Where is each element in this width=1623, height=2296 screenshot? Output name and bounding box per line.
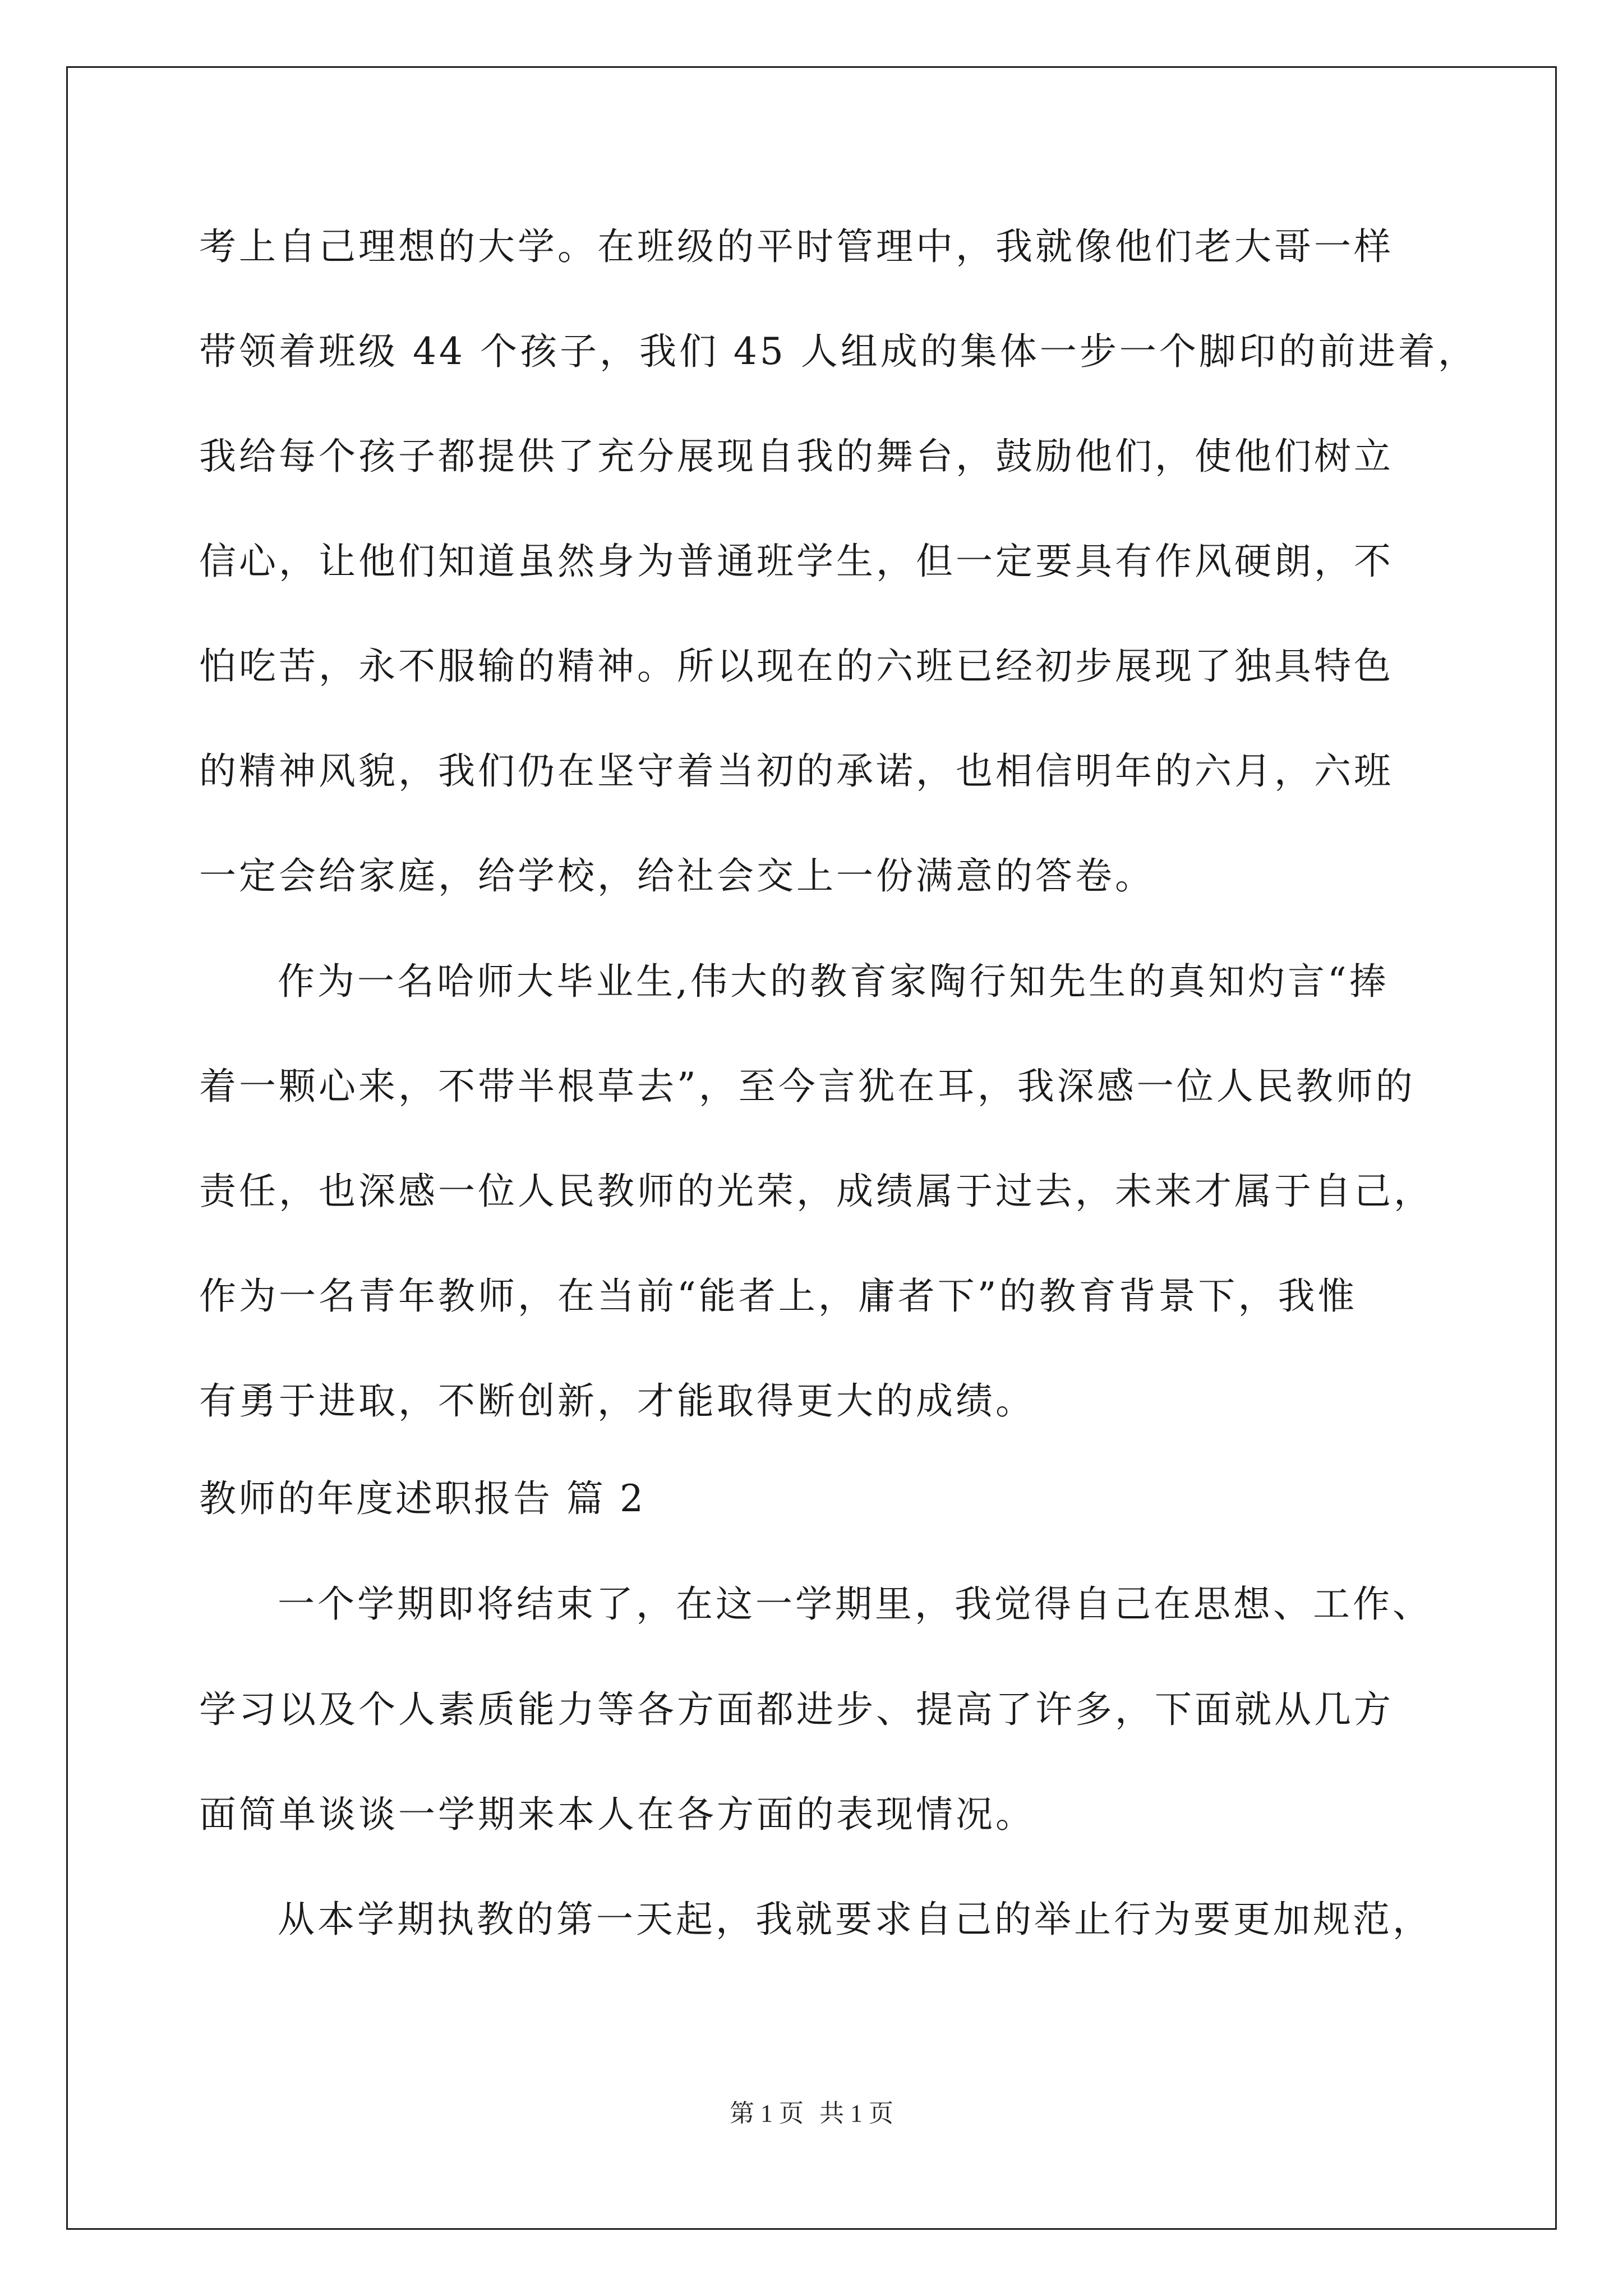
text-line-indent: 作为一名哈师大毕业生,伟大的教育家陶行知先生的真知灼言“捧	[278, 960, 1389, 1003]
text-line-indent: 一个学期即将结束了，在这一学期里，我觉得自己在思想、工作、	[278, 1582, 1432, 1626]
page-number: 第 1 页	[730, 2100, 804, 2127]
section-heading: 教师的年度述职报告 篇 2	[199, 1477, 645, 1520]
text-line: 责任，也深感一位人民教师的光荣，成绩属于过去，未来才属于自己，	[199, 1170, 1433, 1213]
text-line: 着一颗心来，不带半根草去”，至今言犹在耳，我深感一位人民教师的	[199, 1065, 1415, 1108]
text-line: 学习以及个人素质能力等各方面都进步、提高了许多，下面就从几方	[199, 1688, 1394, 1731]
page-total: 共 1 页	[819, 2100, 893, 2127]
text-line: 我给每个孩子都提供了充分展现自我的舞台，鼓励他们，使他们树立	[199, 435, 1394, 478]
text-line: 信心，让他们知道虽然身为普通班学生，但一定要具有作风硬朗，不	[199, 540, 1394, 583]
text-line: 带领着班级 44 个孩子，我们 45 人组成的集体一步一个脚印的前进着，	[199, 330, 1478, 373]
text-line: 一定会给家庭，给学校，给社会交上一份满意的答卷。	[199, 854, 1155, 898]
text-line-indent: 从本学期执教的第一天起，我就要求自己的举止行为要更加规范，	[278, 1898, 1432, 1941]
text-line: 面简单谈谈一学期来本人在各方面的表现情况。	[199, 1793, 1035, 1836]
text-line: 作为一名青年教师，在当前“能者上，庸者下”的教育背景下，我惟	[199, 1274, 1358, 1318]
text-line: 考上自己理想的大学。在班级的平时管理中，我就像他们老大哥一样	[199, 225, 1394, 268]
page-footer	[0, 2098, 1623, 2129]
text-line: 怕吃苦，永不服输的精神。所以现在的六班已经初步展现了独具特色	[199, 645, 1394, 688]
text-line: 有勇于进取，不断创新，才能取得更大的成绩。	[199, 1379, 1035, 1423]
text-line: 的精神风貌，我们仍在坚守着当初的承诺，也相信明年的六月，六班	[199, 749, 1394, 793]
